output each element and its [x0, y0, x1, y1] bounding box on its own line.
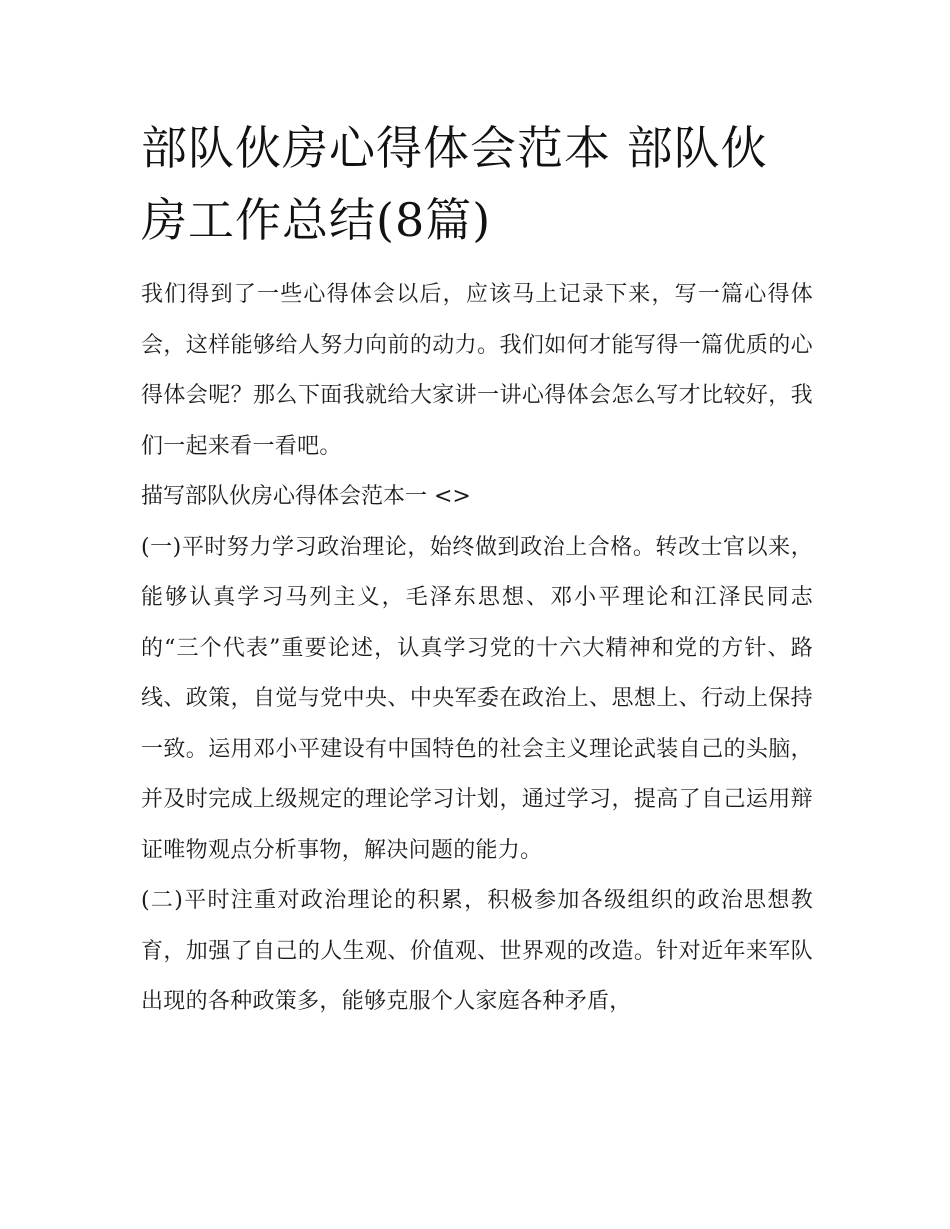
intro-paragraph: 我们得到了一些心得体会以后，应该马上记录下来，写一篇心得体会，这样能够给人努力向前的动力。我们如何才能写得一篇优质的心得体会呢？那么下面我就给大家讲一讲心得体会怎么写才比较好，我们一起来看一看吧。 [141, 282, 813, 459]
document-title: 部队伙房心得体会范本 部队伙房工作总结(8篇) [141, 121, 768, 247]
body-paragraph-2: (二)平时注重对政治理论的积累，积极参加各级组织的政治思想教育，加强了自己的人生观、价值观、世界观的改造。针对近年来军队出现的各种政策多，能够克服个人家庭各种矛盾， [141, 888, 813, 1014]
body-paragraph-1: (一)平时努力学习政治理论，始终做到政治上合格。转改士官以来，能够认真学习马列主义，毛泽东思想、邓小平理论和江泽民同志的“三个代表”重要论述，认真学习党的十六大精神和党的方针、路线、政策，自觉与党中央、中央军委在政治上、思想上、行动上保持一致。运用邓小平建设有中国特色的社会主义理论武装自己的头脑，并及时完成上级规定的理论学习计划，通过学习，提高了自己运用辩证唯物观点分析事物，解决问题的能力。 [141, 534, 813, 863]
document-body [141, 112, 813, 1028]
section-heading: 描写部队伙房心得体会范本一 <> [141, 484, 471, 509]
